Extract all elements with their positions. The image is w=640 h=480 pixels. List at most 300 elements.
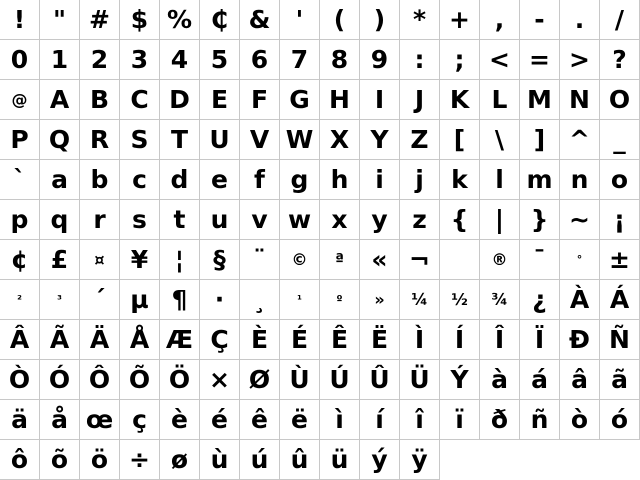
glyph-cell[interactable]	[440, 320, 480, 360]
glyph-cell[interactable]	[200, 160, 240, 200]
glyph-cell[interactable]	[560, 400, 600, 440]
glyph-cell[interactable]	[360, 440, 400, 480]
glyph-cell[interactable]	[400, 320, 440, 360]
glyph-character: O	[608, 85, 631, 114]
glyph-cell[interactable]	[200, 40, 240, 80]
glyph-character: k	[451, 165, 468, 194]
glyph-cell[interactable]	[200, 0, 240, 40]
glyph-cell[interactable]	[120, 280, 160, 320]
glyph-character: Ô	[88, 365, 111, 394]
glyph-character: ½	[451, 289, 468, 309]
glyph-cell[interactable]	[360, 120, 400, 160]
glyph-cell[interactable]	[40, 360, 80, 400]
glyph-cell[interactable]	[120, 400, 160, 440]
glyph-cell[interactable]	[280, 400, 320, 440]
glyph-cell[interactable]	[560, 320, 600, 360]
glyph-cell[interactable]	[520, 120, 560, 160]
glyph-character: ô	[10, 445, 29, 474]
glyph-cell[interactable]	[480, 0, 520, 40]
glyph-cell[interactable]	[40, 440, 80, 480]
glyph-character: ç	[132, 405, 147, 434]
glyph-character: !	[13, 5, 26, 34]
glyph-character: I	[374, 85, 385, 114]
glyph-cell[interactable]	[520, 360, 560, 400]
glyph-cell[interactable]	[240, 200, 280, 240]
glyph-character: M	[527, 85, 552, 114]
glyph-cell[interactable]	[200, 320, 240, 360]
glyph-character: "	[52, 5, 67, 34]
glyph-cell[interactable]	[40, 320, 80, 360]
glyph-cell[interactable]	[360, 360, 400, 400]
glyph-character: L	[491, 85, 508, 114]
glyph-cell[interactable]	[120, 40, 160, 80]
glyph-character: §	[213, 245, 226, 274]
glyph-cell[interactable]	[320, 120, 360, 160]
glyph-cell[interactable]	[480, 240, 520, 280]
glyph-cell[interactable]	[560, 160, 600, 200]
glyph-cell[interactable]	[440, 80, 480, 120]
glyph-character: î	[415, 405, 424, 434]
glyph-character: Ò	[8, 365, 31, 394]
glyph-cell[interactable]	[400, 40, 440, 80]
glyph-cell[interactable]	[0, 240, 40, 280]
glyph-character: |	[494, 205, 505, 234]
glyph-character: ¶	[171, 285, 188, 314]
glyph-cell[interactable]	[120, 440, 160, 480]
glyph-cell[interactable]	[80, 360, 120, 400]
glyph-cell[interactable]	[0, 200, 40, 240]
glyph-character: Ø	[248, 365, 271, 394]
glyph-cell[interactable]	[0, 400, 40, 440]
glyph-cell[interactable]	[560, 80, 600, 120]
glyph-cell[interactable]	[560, 200, 600, 240]
glyph-character: B	[89, 85, 110, 114]
glyph-character: µ	[130, 285, 149, 314]
glyph-cell[interactable]	[520, 80, 560, 120]
glyph-character: ₵	[210, 5, 229, 34]
glyph-cell[interactable]	[0, 80, 40, 120]
glyph-cell[interactable]	[280, 160, 320, 200]
glyph-character: =	[529, 45, 550, 74]
glyph-cell[interactable]	[80, 0, 120, 40]
glyph-cell[interactable]	[280, 320, 320, 360]
glyph-cell[interactable]	[80, 280, 120, 320]
glyph-cell[interactable]	[320, 160, 360, 200]
glyph-character: u	[210, 205, 229, 234]
glyph-cell[interactable]	[600, 200, 640, 240]
glyph-cell[interactable]	[80, 160, 120, 200]
glyph-cell[interactable]	[320, 0, 360, 40]
glyph-cell[interactable]	[200, 120, 240, 160]
glyph-character: Q	[48, 125, 71, 154]
glyph-cell[interactable]	[440, 400, 480, 440]
glyph-cell[interactable]	[160, 440, 200, 480]
glyph-character: :	[414, 45, 425, 74]
glyph-character: ¤	[94, 249, 105, 269]
glyph-character: Ó	[48, 365, 71, 394]
glyph-character: õ	[50, 445, 69, 474]
glyph-cell[interactable]	[320, 440, 360, 480]
glyph-character: È	[250, 325, 269, 354]
glyph-cell[interactable]	[440, 0, 480, 40]
glyph-cell[interactable]	[280, 200, 320, 240]
glyph-cell[interactable]	[80, 320, 120, 360]
glyph-character: Ï	[534, 325, 545, 354]
glyph-character: Ù	[289, 365, 310, 394]
glyph-cell[interactable]	[120, 200, 160, 240]
glyph-cell[interactable]	[280, 440, 320, 480]
glyph-character: ±	[609, 245, 630, 274]
glyph-cell[interactable]	[320, 320, 360, 360]
glyph-character: Ý	[450, 365, 469, 394]
glyph-character: 0	[10, 45, 29, 74]
glyph-cell[interactable]	[520, 200, 560, 240]
glyph-cell[interactable]	[280, 40, 320, 80]
glyph-character: %	[166, 5, 193, 34]
glyph-cell[interactable]	[600, 240, 640, 280]
glyph-cell[interactable]	[160, 200, 200, 240]
glyph-cell[interactable]	[160, 240, 200, 280]
glyph-cell[interactable]	[160, 320, 200, 360]
glyph-cell[interactable]	[0, 120, 40, 160]
glyph-character: &	[248, 5, 271, 34]
glyph-character: q	[50, 205, 69, 234]
glyph-cell[interactable]	[240, 240, 280, 280]
glyph-cell[interactable]	[440, 160, 480, 200]
glyph-cell[interactable]	[520, 0, 560, 40]
glyph-character: ?	[612, 45, 627, 74]
glyph-cell[interactable]	[280, 360, 320, 400]
glyph-character: ²	[17, 293, 22, 306]
glyph-cell[interactable]	[160, 160, 200, 200]
glyph-cell[interactable]	[280, 280, 320, 320]
glyph-cell[interactable]	[40, 240, 80, 280]
glyph-character: E	[210, 85, 229, 114]
glyph-character: _	[613, 125, 626, 154]
glyph-cell[interactable]	[400, 360, 440, 400]
glyph-cell[interactable]	[200, 240, 240, 280]
glyph-character: D	[169, 85, 190, 114]
glyph-character: )	[373, 5, 386, 34]
glyph-cell[interactable]	[480, 40, 520, 80]
glyph-character: ´	[93, 285, 106, 314]
glyph-character: è	[171, 405, 188, 434]
glyph-cell[interactable]	[520, 40, 560, 80]
glyph-cell[interactable]	[240, 400, 280, 440]
glyph-cell[interactable]	[40, 400, 80, 440]
glyph-cell[interactable]	[480, 120, 520, 160]
glyph-cell[interactable]	[80, 400, 120, 440]
glyph-character: Æ	[165, 325, 194, 354]
glyph-character: r	[93, 205, 106, 234]
glyph-cell[interactable]	[0, 360, 40, 400]
glyph-cell[interactable]	[0, 440, 40, 480]
glyph-cell[interactable]	[160, 280, 200, 320]
glyph-character: Ö	[168, 365, 191, 394]
glyph-character: £	[50, 245, 69, 274]
glyph-character: `	[13, 165, 26, 194]
glyph-cell[interactable]	[480, 200, 520, 240]
glyph-character: 2	[90, 45, 109, 74]
glyph-character: Å	[129, 325, 150, 354]
glyph-cell[interactable]	[280, 0, 320, 40]
glyph-cell[interactable]	[600, 360, 640, 400]
glyph-cell[interactable]	[480, 280, 520, 320]
glyph-cell[interactable]	[360, 80, 400, 120]
glyph-character: 7	[290, 45, 309, 74]
glyph-cell[interactable]	[160, 360, 200, 400]
glyph-cell[interactable]	[600, 280, 640, 320]
glyph-character: ¹	[297, 293, 302, 306]
glyph-character: P	[10, 125, 29, 154]
glyph-character: º	[336, 293, 343, 306]
glyph-cell[interactable]	[80, 200, 120, 240]
glyph-cell[interactable]	[40, 280, 80, 320]
glyph-cell[interactable]	[360, 280, 400, 320]
glyph-cell[interactable]	[320, 400, 360, 440]
glyph-cell[interactable]	[240, 440, 280, 480]
glyph-character: $	[130, 5, 149, 34]
glyph-cell[interactable]	[40, 0, 80, 40]
glyph-cell[interactable]	[360, 200, 400, 240]
glyph-cell[interactable]	[600, 80, 640, 120]
glyph-character: í	[375, 405, 384, 434]
glyph-cell[interactable]	[120, 80, 160, 120]
glyph-cell[interactable]	[240, 280, 280, 320]
glyph-cell[interactable]	[400, 280, 440, 320]
glyph-cell[interactable]	[80, 80, 120, 120]
glyph-cell[interactable]	[40, 40, 80, 80]
glyph-character: }	[530, 205, 549, 234]
glyph-cell[interactable]	[440, 280, 480, 320]
glyph-cell[interactable]	[600, 400, 640, 440]
glyph-cell[interactable]	[40, 120, 80, 160]
glyph-cell[interactable]	[320, 80, 360, 120]
glyph-character: 1	[50, 45, 69, 74]
glyph-character: ö	[90, 445, 109, 474]
glyph-character: Ë	[370, 325, 389, 354]
glyph-cell[interactable]	[600, 160, 640, 200]
glyph-cell[interactable]	[280, 120, 320, 160]
glyph-cell[interactable]	[520, 240, 560, 280]
glyph-cell[interactable]	[440, 240, 480, 280]
glyph-cell[interactable]	[160, 400, 200, 440]
glyph-cell[interactable]	[480, 80, 520, 120]
glyph-cell[interactable]	[0, 160, 40, 200]
glyph-character: ~	[569, 205, 590, 234]
glyph-character: ý	[371, 445, 388, 474]
glyph-cell[interactable]	[0, 40, 40, 80]
glyph-cell[interactable]	[160, 40, 200, 80]
glyph-cell[interactable]	[400, 80, 440, 120]
glyph-cell[interactable]	[240, 160, 280, 200]
glyph-cell[interactable]	[160, 80, 200, 120]
glyph-character: i	[375, 165, 384, 194]
glyph-cell[interactable]	[560, 120, 600, 160]
glyph-cell[interactable]	[560, 280, 600, 320]
glyph-cell-empty	[520, 440, 560, 480]
glyph-cell[interactable]	[320, 240, 360, 280]
glyph-cell[interactable]	[320, 280, 360, 320]
glyph-cell[interactable]	[40, 160, 80, 200]
glyph-cell[interactable]	[40, 200, 80, 240]
glyph-cell[interactable]	[80, 40, 120, 80]
glyph-cell[interactable]	[40, 80, 80, 120]
glyph-cell[interactable]	[280, 240, 320, 280]
glyph-character: ¸	[253, 285, 266, 314]
glyph-cell[interactable]	[480, 160, 520, 200]
glyph-cell[interactable]	[440, 360, 480, 400]
glyph-cell[interactable]	[0, 0, 40, 40]
glyph-character: ¾	[491, 289, 508, 309]
glyph-character: f	[254, 165, 265, 194]
glyph-character: ¥	[130, 245, 149, 274]
glyph-character: À	[569, 285, 590, 314]
glyph-cell[interactable]	[160, 0, 200, 40]
glyph-cell[interactable]	[440, 40, 480, 80]
glyph-character: Ç	[210, 325, 229, 354]
glyph-character: ª	[334, 249, 345, 269]
glyph-cell[interactable]	[440, 200, 480, 240]
glyph-character: a	[51, 165, 68, 194]
glyph-character: ]	[533, 125, 546, 154]
glyph-character: Â	[9, 325, 30, 354]
glyph-character: n	[570, 165, 589, 194]
glyph-cell[interactable]	[240, 120, 280, 160]
glyph-cell[interactable]	[120, 320, 160, 360]
glyph-cell[interactable]	[200, 440, 240, 480]
glyph-cell[interactable]	[480, 320, 520, 360]
glyph-character: t	[173, 205, 186, 234]
glyph-cell[interactable]	[600, 320, 640, 360]
glyph-cell[interactable]	[360, 320, 400, 360]
glyph-character: ;	[454, 45, 465, 74]
glyph-cell[interactable]	[480, 360, 520, 400]
glyph-cell[interactable]	[520, 320, 560, 360]
glyph-cell[interactable]	[200, 80, 240, 120]
glyph-cell[interactable]	[520, 160, 560, 200]
glyph-character: ø	[170, 445, 189, 474]
glyph-cell[interactable]	[400, 440, 440, 480]
glyph-character: G	[289, 85, 310, 114]
glyph-cell[interactable]	[120, 120, 160, 160]
glyph-cell[interactable]	[0, 320, 40, 360]
glyph-character: ,	[494, 5, 505, 34]
glyph-character: T	[170, 125, 189, 154]
glyph-character: g	[290, 165, 309, 194]
glyph-cell[interactable]	[240, 360, 280, 400]
glyph-character: â	[571, 365, 588, 394]
glyph-character: w	[287, 205, 312, 234]
glyph-character: à	[491, 365, 508, 394]
glyph-cell[interactable]	[360, 40, 400, 80]
glyph-cell[interactable]	[400, 400, 440, 440]
glyph-cell[interactable]	[320, 200, 360, 240]
glyph-cell[interactable]	[320, 360, 360, 400]
glyph-cell[interactable]	[520, 400, 560, 440]
glyph-cell[interactable]	[360, 400, 400, 440]
glyph-character: é	[211, 405, 228, 434]
glyph-cell[interactable]	[200, 360, 240, 400]
glyph-cell[interactable]	[120, 0, 160, 40]
glyph-cell[interactable]	[80, 440, 120, 480]
glyph-character: 6	[250, 45, 269, 74]
glyph-cell[interactable]	[160, 120, 200, 160]
glyph-character: J	[414, 85, 425, 114]
glyph-cell[interactable]	[400, 200, 440, 240]
glyph-cell[interactable]	[240, 80, 280, 120]
glyph-cell[interactable]	[200, 280, 240, 320]
glyph-character: A	[49, 85, 70, 114]
glyph-cell[interactable]	[560, 40, 600, 80]
glyph-cell-empty	[440, 440, 480, 480]
glyph-cell[interactable]	[360, 160, 400, 200]
glyph-character: Á	[609, 285, 630, 314]
glyph-cell[interactable]	[120, 240, 160, 280]
glyph-cell[interactable]	[560, 240, 600, 280]
glyph-cell-empty	[480, 440, 520, 480]
glyph-cell[interactable]	[80, 240, 120, 280]
glyph-character: ^	[569, 125, 590, 154]
glyph-cell[interactable]	[80, 120, 120, 160]
glyph-cell[interactable]	[600, 40, 640, 80]
glyph-character: ä	[11, 405, 28, 434]
glyph-cell[interactable]	[360, 0, 400, 40]
glyph-cell[interactable]	[520, 280, 560, 320]
glyph-character: x	[331, 205, 348, 234]
glyph-character: ¡	[613, 205, 626, 234]
glyph-cell[interactable]	[600, 0, 640, 40]
glyph-cell[interactable]	[240, 0, 280, 40]
glyph-cell[interactable]	[200, 200, 240, 240]
glyph-cell[interactable]	[320, 40, 360, 80]
glyph-character: #	[89, 5, 110, 34]
glyph-cell[interactable]	[560, 0, 600, 40]
glyph-cell[interactable]	[440, 120, 480, 160]
glyph-cell[interactable]	[480, 400, 520, 440]
glyph-cell[interactable]	[400, 120, 440, 160]
glyph-character: °	[576, 253, 583, 266]
glyph-character: ®	[491, 249, 508, 269]
glyph-character: C	[130, 85, 149, 114]
glyph-cell[interactable]	[560, 360, 600, 400]
glyph-character: l	[495, 165, 504, 194]
glyph-character: ©	[291, 249, 308, 269]
glyph-cell[interactable]	[400, 240, 440, 280]
glyph-character: Î	[494, 325, 505, 354]
glyph-cell[interactable]	[280, 80, 320, 120]
glyph-cell[interactable]	[120, 360, 160, 400]
glyph-cell[interactable]	[400, 0, 440, 40]
glyph-cell[interactable]	[360, 240, 400, 280]
glyph-cell[interactable]	[0, 280, 40, 320]
glyph-cell[interactable]	[600, 120, 640, 160]
glyph-cell[interactable]	[240, 40, 280, 80]
glyph-cell[interactable]	[240, 320, 280, 360]
glyph-character: ¯	[533, 245, 546, 274]
glyph-character: »	[374, 289, 385, 309]
glyph-cell[interactable]	[120, 160, 160, 200]
glyph-character: ¿	[532, 285, 547, 314]
glyph-character: ü	[330, 445, 349, 474]
glyph-character: @	[11, 89, 28, 109]
glyph-character: 9	[370, 45, 389, 74]
glyph-cell[interactable]	[400, 160, 440, 200]
glyph-character: *	[412, 5, 427, 34]
glyph-character: ò	[570, 405, 589, 434]
glyph-character: >	[569, 45, 590, 74]
glyph-cell[interactable]	[200, 400, 240, 440]
